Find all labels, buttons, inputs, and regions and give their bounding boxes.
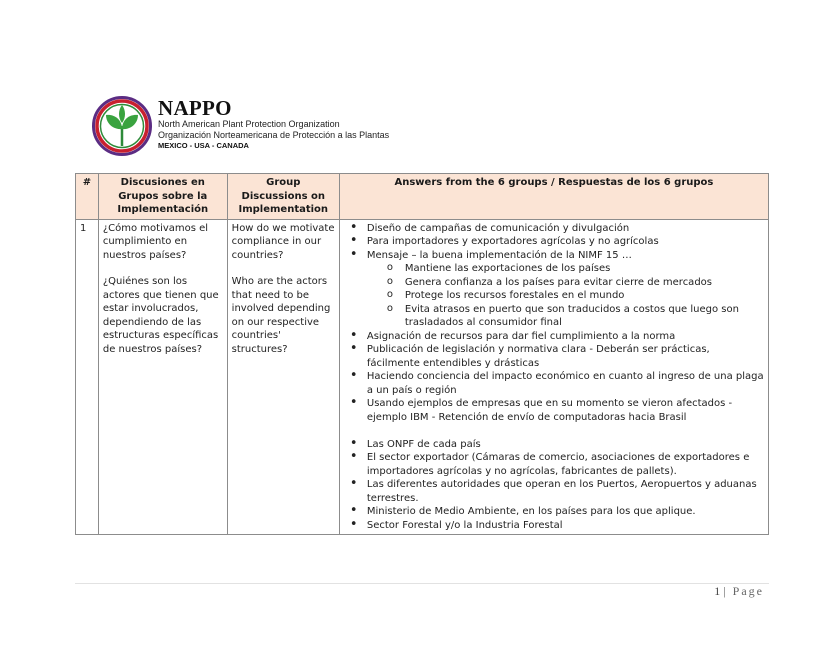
header-answers: Answers from the 6 groups / Respuestas de los 6 grupos: [339, 174, 768, 220]
header-group-discussions: Group Discussions on Implementation: [227, 174, 339, 220]
list-item-text: Mensaje – la buena implementación de la NIMF 15 …: [366, 249, 632, 261]
list-item: • Sector Forestal y/o la Industria Forestal: [344, 519, 764, 533]
cell-answers: [339, 219, 768, 535]
page-number: [714, 584, 764, 599]
sub-list-item: o Genera confianza a los países para evitar cierre de mercados: [367, 276, 764, 290]
table-row: [76, 219, 769, 535]
sub-list-item: o Evita atrasos en puerto que son traducidos a costos que luego son trasladados al consumidor final: [367, 303, 764, 330]
question-actors-es: ¿Quiénes son los actores que tienen que estar involucrados, dependiendo de las estructuras específicas de nuestros países?: [102, 276, 219, 355]
list-item: [344, 249, 764, 330]
answers-list: [344, 222, 764, 533]
list-item: • Usando ejemplos de empresas que en su momento se vieron afectados - ejemplo IBM - Retención de envío de computadoras hacia Brasil: [344, 397, 764, 424]
table-header-row: [76, 174, 769, 220]
list-item: • Publicación de legislación y normativa clara - Deberán ser prácticas, fácilmente entendibles y drásticas: [344, 343, 764, 370]
list-item: • El sector exportador (Cámaras de comercio, asociaciones de exportadores e importadores agrícolas y no agrícolas, fabricantes de pallets).: [344, 451, 764, 478]
list-item: • Ministerio de Medio Ambiente, en los países para los que aplique.: [344, 505, 764, 519]
header-discusiones: Discusiones en Grupos sobre la Implementación: [98, 174, 227, 220]
question-motivation-es: ¿Cómo motivamos el cumplimiento en nuestros países?: [102, 222, 209, 261]
list-item: • Haciendo conciencia del impacto económico en cuanto al ingreso de una plaga a un país o región: [344, 370, 764, 397]
sub-answers-list: [367, 262, 764, 330]
header-number: #: [76, 174, 99, 220]
implementation-table: [75, 173, 769, 535]
question-motivation-en: How do we motivate compliance in our countries?: [231, 222, 335, 261]
page-number-value: 1: [714, 584, 721, 598]
org-name: NAPPO: [158, 96, 232, 120]
sub-list-item: o Protege los recursos forestales en el mundo: [367, 289, 764, 303]
page-label: | Page: [723, 584, 764, 598]
org-name-spanish: Organización Norteamericana de Protección a las Plantas: [158, 130, 390, 140]
org-countries: MEXICO - USA - CANADA: [158, 141, 249, 150]
cell-spanish-questions: [98, 219, 227, 535]
list-item: • Asignación de recursos para dar fiel cumplimiento a la norma: [344, 330, 764, 344]
list-item: • Las ONPF de cada país: [344, 438, 764, 452]
list-spacer: [344, 424, 764, 438]
footer-divider: [75, 583, 769, 584]
org-text-block: [158, 97, 389, 151]
list-item: • Diseño de campañas de comunicación y divulgación: [344, 222, 764, 236]
cell-english-questions: [227, 219, 339, 535]
sub-list-item: o Mantiene las exportaciones de los países: [367, 262, 764, 276]
row-number: 1: [76, 219, 99, 535]
question-actors-en: Who are the actors that need to be involved depending on our respective countries' structures?: [231, 276, 331, 355]
list-item: • Las diferentes autoridades que operan en los Puertos, Aeropuertos y aduanas terrestres.: [344, 478, 764, 505]
list-item: • Para importadores y exportadores agrícolas y no agrícolas: [344, 235, 764, 249]
org-name-english: North American Plant Protection Organization: [158, 119, 340, 129]
nappo-header: [92, 96, 452, 158]
nappo-logo-icon: [92, 96, 152, 156]
